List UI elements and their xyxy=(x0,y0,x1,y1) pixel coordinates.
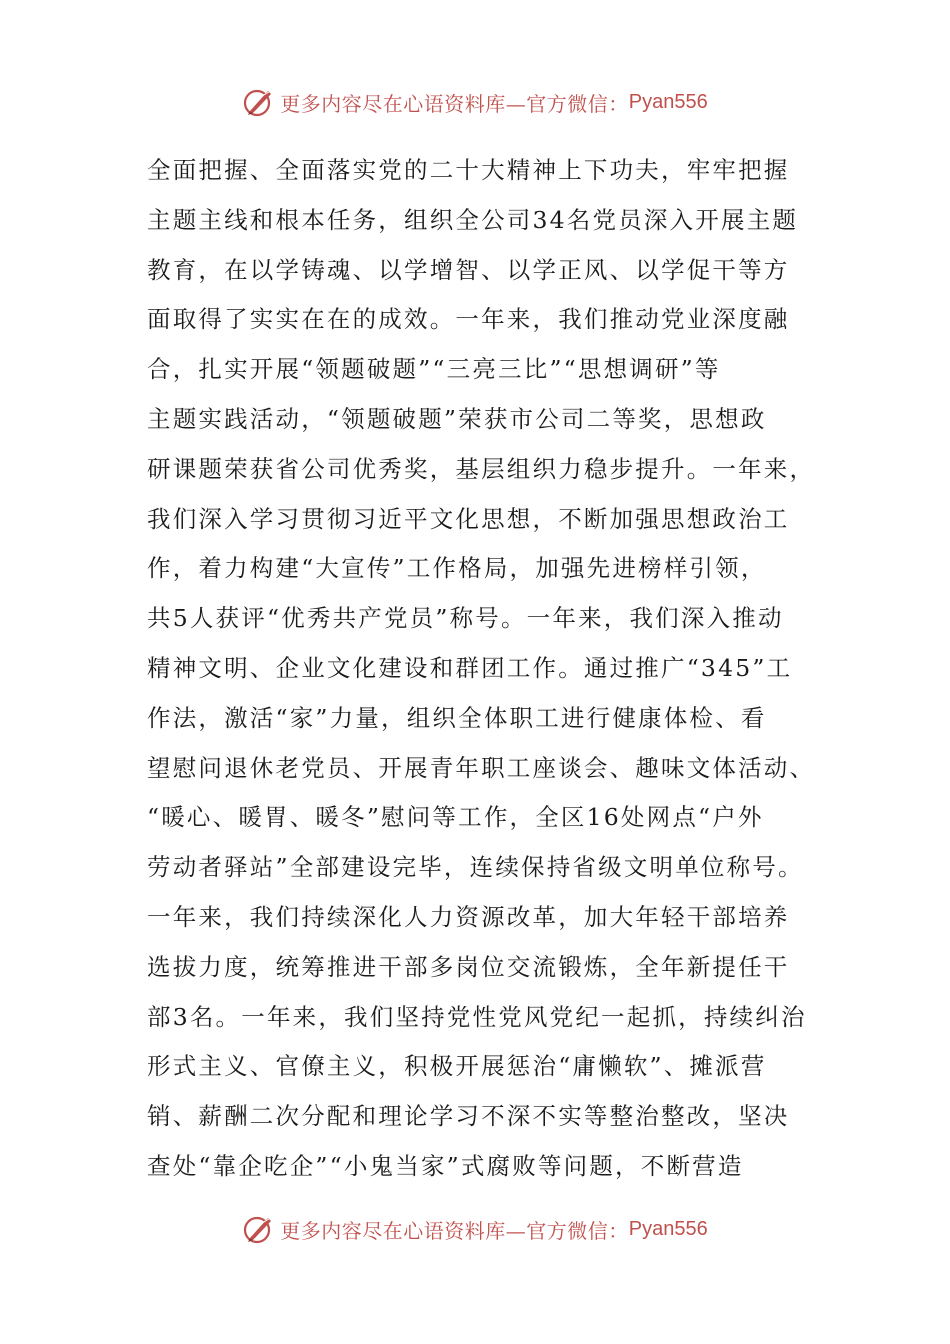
document-body xyxy=(147,146,817,1192)
text-line: 教育，在以学铸魂、以学增智、以学正风、以学促干等方 xyxy=(147,255,790,284)
text-line: 主题实践活动，“领题破题”荣获市公司二等奖，思想政 xyxy=(147,404,767,433)
footer-banner xyxy=(0,1209,950,1249)
text-line: 一年来，我们持续深化人力资源改革，加大年轻干部培养 xyxy=(147,902,790,931)
text-line: 面取得了实实在在的成效。一年来，我们推动党业深度融 xyxy=(147,305,790,334)
banner-text: 更多内容尽在心语资料库—官方微信： xyxy=(280,91,629,116)
text-line: 作，着力构建“大宣传”工作格局，加强先进榜样引领， xyxy=(147,554,767,583)
text-line: 研课题荣获省公司优秀奖，基层组织力稳步提升。一年来， xyxy=(147,454,816,483)
text-line: 部3名。一年来，我们坚持党性党风党纪一起抓，持续纠治 xyxy=(147,1002,807,1031)
text-line: 作法，激活“家”力量，组织全体职工进行健康体检、看 xyxy=(147,703,767,732)
quill-pen-logo-icon xyxy=(242,85,276,119)
text-line: 合，扎实开展“领题破题”“三亮三比”“思想调研”等 xyxy=(147,355,721,384)
text-line: 望慰问退休老党员、开展青年职工座谈会、趣味文体活动、 xyxy=(147,753,816,782)
text-line: 形式主义、官僚主义，积极开展惩治“庸懒软”、摊派营 xyxy=(147,1052,767,1081)
banner-wechat-id: Pyan556 xyxy=(628,1217,708,1240)
text-line: 销、薪酬二次分配和理论学习不深不实等整治整改，坚决 xyxy=(147,1102,790,1131)
text-line: 全面把握、全面落实党的二十大精神上下功夫，牢牢把握 xyxy=(147,156,790,184)
text-line: 选拔力度，统筹推进干部多岗位交流锻炼，全年新提任干 xyxy=(147,952,790,981)
quill-pen-logo-icon xyxy=(242,1212,276,1246)
text-line: “暖心、暖胃、暖冬”慰问等工作，全区16处网点“户外 xyxy=(147,803,764,832)
text-line: 主题主线和根本任务，组织全公司34名党员深入开展主题 xyxy=(147,205,799,234)
text-line: 共5人获评“优秀共产党员”称号。一年来，我们深入推动 xyxy=(147,604,784,633)
header-banner xyxy=(0,82,950,122)
banner-wechat-id: Pyan556 xyxy=(628,90,708,113)
text-line: 查处“靠企吃企”“小鬼当家”式腐败等问题，不断营造 xyxy=(147,1151,744,1180)
text-line: 劳动者驿站”全部建设完毕，连续保持省级文明单位称号。 xyxy=(147,853,804,882)
banner-text: 更多内容尽在心语资料库—官方微信： xyxy=(280,1218,629,1243)
text-line: 我们深入学习贯彻习近平文化思想，不断加强思想政治工 xyxy=(147,504,790,533)
text-line: 精神文明、企业文化建设和群团工作。通过推广“345”工 xyxy=(147,653,793,682)
